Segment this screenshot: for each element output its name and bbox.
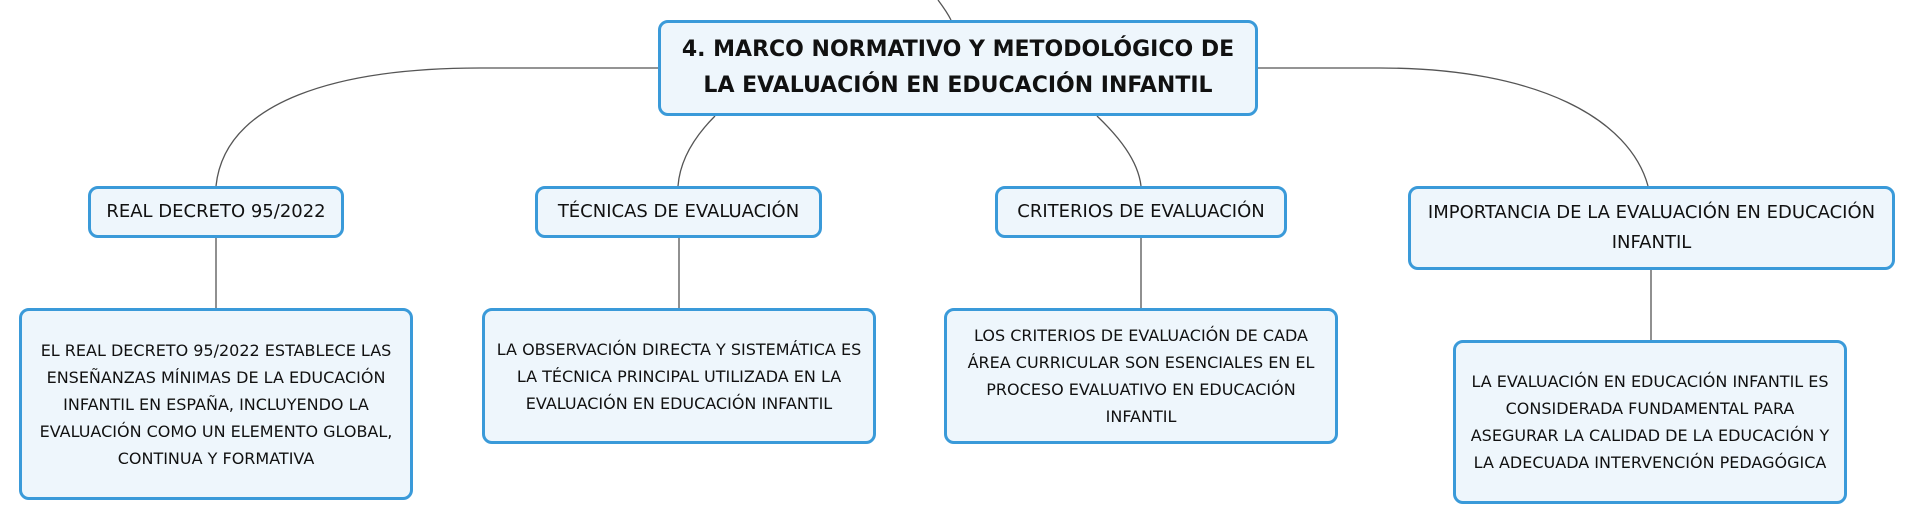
subtopic-label: LOS CRITERIOS DE EVALUACIÓN DE CADA ÁREA CURRICULAR SON ESENCIALES EN EL PROCESO EVALUATIVO EN EDUCACIÓN INFANTIL — [967, 326, 1315, 426]
connector-root-to-tecnicas — [678, 116, 715, 186]
subtopic-label: EL REAL DECRETO 95/2022 ESTABLECE LAS ENSEÑANZAS MÍNIMAS DE LA EDUCACIÓN INFANTIL EN ESPAÑA, INCLUYENDO LA EVALUACIÓN COMO UN ELEMENTO GLOBAL, CONTINUA Y FORMATIVA — [39, 340, 393, 468]
topic-importancia-evaluacion[interactable] — [1408, 186, 1895, 270]
connector-root-to-importancia — [1258, 68, 1648, 186]
subtopic-tecnicas-detail[interactable] — [482, 308, 876, 444]
connector-root-to-criterios — [1097, 116, 1141, 186]
subtopic-importancia-detail[interactable] — [1453, 340, 1847, 504]
topic-criterios-evaluacion[interactable] — [995, 186, 1287, 238]
subtopic-criterios-detail[interactable] — [944, 308, 1338, 444]
topic-label: TÉCNICAS DE EVALUACIÓN — [557, 201, 800, 222]
subtopic-label: LA OBSERVACIÓN DIRECTA Y SISTEMÁTICA ES LA TÉCNICA PRINCIPAL UTILIZADA EN LA EVALUACIÓN EN EDUCACIÓN INFANTIL — [496, 339, 862, 413]
topic-label: IMPORTANCIA DE LA EVALUACIÓN EN EDUCACIÓN INFANTIL — [1427, 202, 1876, 253]
root-topic-label: 4. MARCO NORMATIVO Y METODOLÓGICO DE LA EVALUACIÓN EN EDUCACIÓN INFANTIL — [681, 37, 1235, 98]
connector-root-to-real-decreto — [216, 68, 658, 186]
subtopic-label: LA EVALUACIÓN EN EDUCACIÓN INFANTIL ES CONSIDERADA FUNDAMENTAL PARA ASEGURAR LA CALIDAD DE LA EDUCACIÓN Y LA ADECUADA INTERVENCIÓN PEDAGÓGICA — [1470, 372, 1830, 472]
root-topic[interactable] — [658, 20, 1258, 116]
topic-tecnicas-evaluacion[interactable] — [535, 186, 822, 238]
subtopic-real-decreto-detail[interactable] — [19, 308, 413, 500]
topic-label: REAL DECRETO 95/2022 — [106, 201, 326, 222]
topic-label: CRITERIOS DE EVALUACIÓN — [1017, 201, 1265, 222]
topic-real-decreto[interactable] — [88, 186, 344, 238]
connector-parent-to-root — [938, 0, 951, 20]
